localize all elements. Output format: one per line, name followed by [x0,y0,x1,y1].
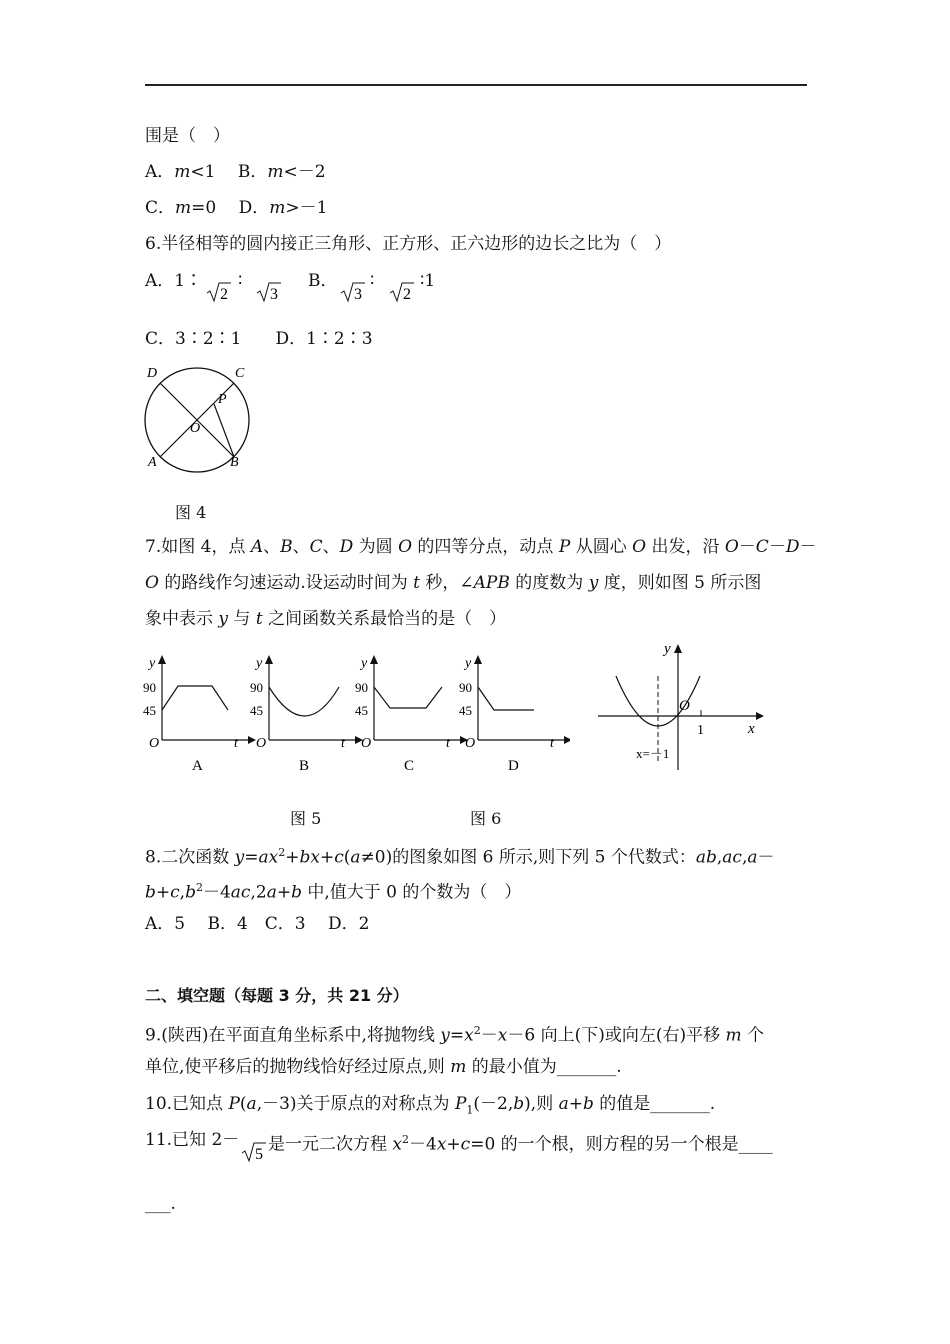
svg-text:O: O [679,698,690,714]
q10-line: 10.已知点 P(a,－3)关于原点的对称点为 $P_1(-2,b)$,则 a+b 的值是_______. [145,1094,716,1117]
q7-line3: 象中表示 y 与 t 之间函数关系最恰当的是（ ） [145,609,507,629]
svg-text:90: 90 [459,680,472,695]
svg-text:90: 90 [143,680,156,695]
q6-option-a-colon: ∶ [238,271,243,291]
svg-text:y: y [664,641,671,657]
svg-text:O: O [256,736,267,751]
q9-line1: 9.(陕西)在平面直角坐标系中,将抛物线 $y=x^2-x-6$ 向上(下)或向左(右)平移 m 个 [145,1024,765,1046]
curve-c [374,687,442,708]
label-a: A [148,455,157,470]
q7-line2: O 的路线作匀速运动.设运动时间为 t 秒，∠APB 的度数为 y 度，则如图 5 所示图 [145,573,762,593]
label-c: C [235,366,245,381]
svg-text:t: t [550,736,554,751]
q6-option-b-colon2: ∶1 [420,271,436,291]
svg-text:t: t [234,736,238,751]
q6-option-b-prefix: B． [308,271,338,291]
svg-text:A: A [192,758,203,774]
svg-text:1: 1 [697,723,704,738]
svg-text:y: y [256,656,263,671]
q5-options-ab: A．m<1 B．m<－2 [145,162,326,182]
svg-text:2: 2 [403,286,411,303]
svg-text:C: C [404,758,415,774]
graph-b [250,655,363,774]
curve-a [162,686,228,710]
svg-text:3: 3 [270,286,278,303]
q7-line1: 7.如图 4，点 A、B、C、D 为圆 O 的四等分点，动点 P 从圆心 O 出发，沿 O－C－D－ [145,537,817,557]
svg-text:y: y [361,656,368,671]
svg-text:D: D [508,758,519,774]
label-o: O [190,421,201,436]
svg-text:45: 45 [250,703,263,718]
label-d: D [147,366,158,381]
curve-b [269,687,339,716]
q11-line: 是一元二次方程 $x^2-4x+c=0$ 的一个根，则方程的另一个根是____ [268,1133,773,1155]
sqrt-3-b [340,281,366,303]
sqrt-5 [241,1141,267,1163]
svg-text:O: O [465,736,476,751]
svg-text:45: 45 [459,703,472,718]
q5-tail: 围是（ ） [145,126,230,146]
q8-options: A．5 B．4 C．3 D．2 [145,914,370,934]
svg-text:y: y [465,656,472,671]
figure-4-caption: 图 4 [175,503,207,522]
segment-pb [214,404,234,457]
svg-text:t: t [341,736,345,751]
svg-text:B: B [299,758,310,774]
figure-4-circle [138,360,258,475]
q6-option-b-colon1: ∶ [370,271,375,291]
svg-text:x=－1: x=－1 [636,746,670,761]
graph-a [143,655,256,774]
curve-d [478,687,534,710]
q6-options-cd: C．3∶2∶1 D．1∶2∶3 [145,329,373,349]
label-b: B [230,455,239,470]
svg-text:x: x [748,721,755,737]
sqrt-2-a [206,281,232,303]
q8-line1: 8.二次函数 $y=ax^2+bx+c(a\ne 0)$的图象如图 6 所示,则下列 5 个代数式：ab,ac,a－ [145,846,775,868]
svg-text:5: 5 [255,1146,263,1163]
svg-text:45: 45 [143,703,156,718]
q9-line2: 单位,使平移后的抛物线恰好经过原点,则 m 的最小值为_______. [145,1057,622,1077]
figure-5-graphs [140,650,570,778]
svg-text:O: O [361,736,372,751]
svg-text:y: y [149,656,156,671]
svg-text:t: t [446,736,450,751]
q8-line2: $b+c,b^2-4ac,2a+b$ 中,值大于 0 的个数为（ ） [145,881,522,903]
q11-prefix: 11.已知 2－ [145,1130,240,1150]
figure-6-caption: 图 6 [470,809,502,828]
label-p: P [218,392,227,407]
graph-c [355,655,468,774]
figure-6-parabola [592,636,772,772]
graph-d [459,655,570,774]
sqrt-2-b [389,281,415,303]
sqrt-3-a [256,281,282,303]
svg-text:45: 45 [355,703,368,718]
section-2-title: 二、填空题（每题 3 分，共 21 分） [145,986,409,1005]
q6-stem: 6.半径相等的圆内接正三角形、正方形、正六边形的边长之比为（ ） [145,234,672,254]
svg-text:2: 2 [220,286,228,303]
q5-options-cd: C．m=0 D．m>－1 [145,198,328,218]
figure-5-caption: 图 5 [290,809,322,828]
header-rule [145,84,807,86]
svg-text:3: 3 [354,286,362,303]
q11-continuation: ___. [145,1194,176,1214]
svg-text:90: 90 [355,680,368,695]
svg-text:90: 90 [250,680,263,695]
q6-option-a-prefix: A．1∶ [145,271,203,291]
svg-text:O: O [149,736,160,751]
